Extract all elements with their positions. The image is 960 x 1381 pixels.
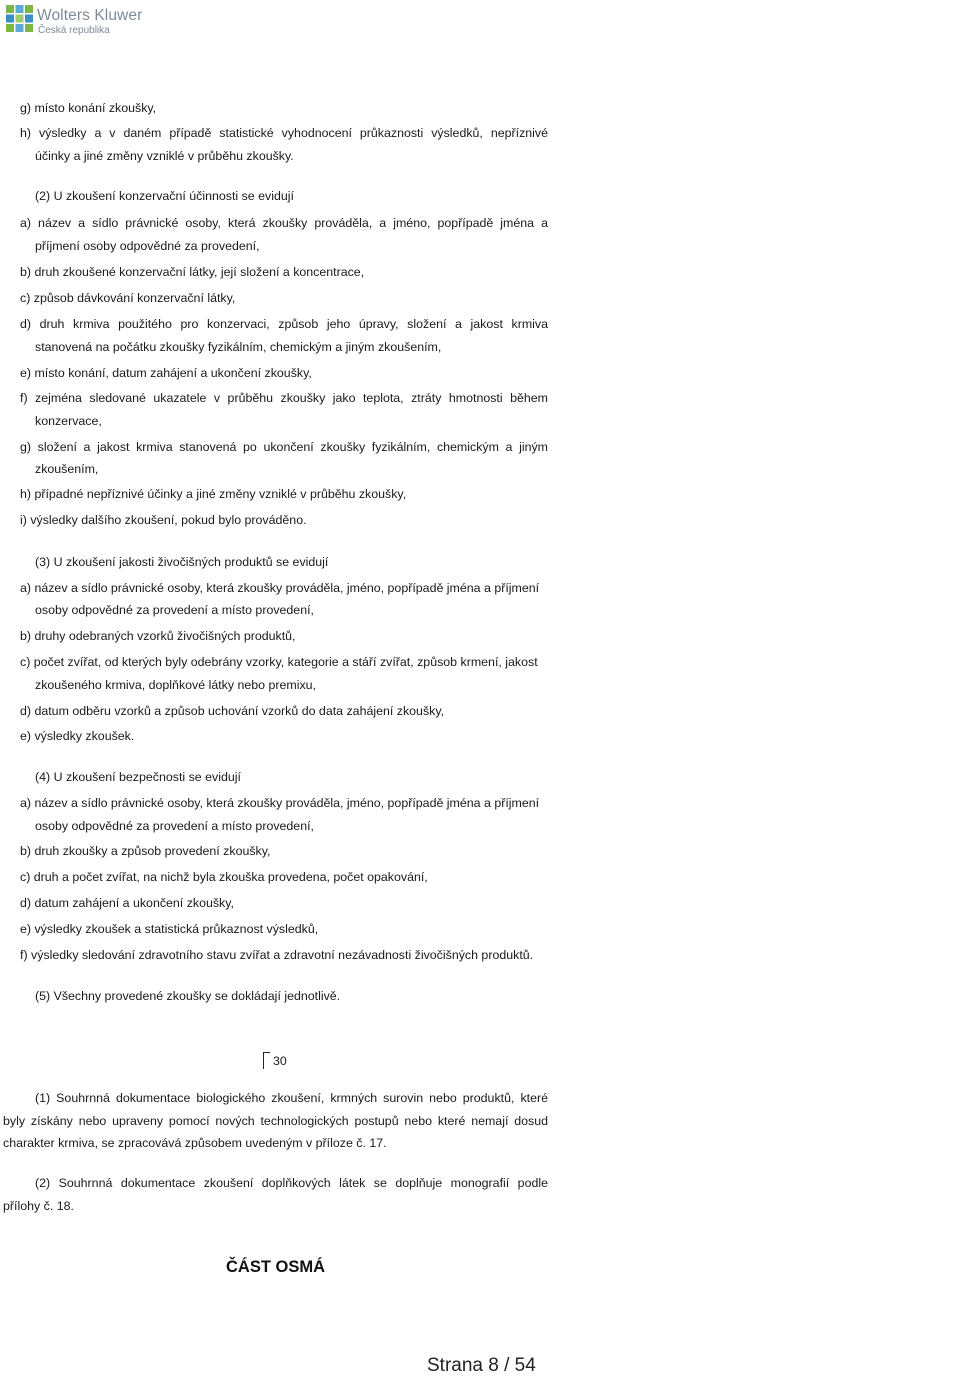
paragraph: konzervace, [35,414,102,428]
paragraph: e) výsledky zkoušek. [20,729,135,743]
paragraph: d) druh krmiva použitého pro konzervaci, způsob jeho úpravy, složení a jakost krmiva [20,317,548,331]
paragraph: (2) Souhrnná dokumentace zkoušení doplňkových látek se doplňuje monografií podle [35,1176,548,1190]
paragraph: e) výsledky zkoušek a statistická průkaznost výsledků, [20,922,319,936]
section-number: 30 [273,1054,287,1068]
section-sign-icon [263,1052,270,1069]
paragraph: g) místo konání zkoušky, [20,101,157,115]
logo-subtitle: Česká republika [38,25,110,36]
paragraph: d) datum zahájení a ukončení zkoušky, [20,896,234,910]
paragraph: osoby odpovědné za provedení a místo provedení, [35,819,314,833]
paragraph: (2) U zkoušení konzervační účinnosti se evidují [35,189,294,203]
paragraph: c) způsob dávkování konzervační látky, [20,291,236,305]
paragraph: zkoušeného krmiva, doplňkové látky nebo premixu, [35,678,317,692]
paragraph: i) výsledky dalšího zkoušení, pokud bylo prováděno. [20,513,307,527]
paragraph: d) datum odběru vzorků a způsob uchování vzorků do data zahájení zkoušky, [20,704,445,718]
paragraph: e) místo konání, datum zahájení a ukončení zkoušky, [20,366,312,380]
logo-name: Wolters Kluwer [37,7,143,24]
paragraph: b) druhy odebraných vzorků živočišných produktů, [20,629,296,643]
paragraph: a) název a sídlo právnické osoby, která zkoušky prováděla, jméno, popřípadě jména a příjmení [20,581,540,595]
paragraph: (1) Souhrnná dokumentace biologického zkoušení, krmných surovin nebo produktů, které [35,1091,548,1105]
paragraph: c) druh a počet zvířat, na nichž byla zkouška provedena, počet opakování, [20,870,428,884]
logo-mark-icon [6,5,33,32]
paragraph: a) název a sídlo právnické osoby, která zkoušky prováděla, jméno, popřípadě jména a příjmení [20,796,540,810]
paragraph: h) případné nepříznivé účinky a jiné změny vzniklé v průběhu zkoušky, [20,487,407,501]
paragraph: zkoušením, [35,462,99,476]
paragraph: příjmení osoby odpovědné za provedení, [35,239,260,253]
paragraph: charakter krmiva, se zpracovává způsobem uvedeným v příloze č. 17. [3,1136,387,1150]
paragraph: c) počet zvířat, od kterých byly odebrány vzorky, kategorie a stáří zvířat, způsob krmení, jakost [20,655,538,669]
paragraph: b) druh zkoušené konzervační látky, její složení a koncentrace, [20,265,365,279]
paragraph: (3) U zkoušení jakosti živočišných produktů se evidují [35,555,329,569]
paragraph: a) název a sídlo právnické osoby, která zkoušky prováděla, a jméno, popřípadě jména a [20,216,548,230]
paragraph: stanovená na počátku zkoušky fyzikálním, chemickým a jiným zkoušením, [35,340,442,354]
paragraph: f) výsledky sledování zdravotního stavu zvířat a zdravotní nezávadnosti živočišných produktů. [20,948,534,962]
paragraph: (5) Všechny provedené zkoušky se dokládají jednotlivě. [35,989,341,1003]
paragraph: g) složení a jakost krmiva stanovená po ukončení zkoušky fyzikálním, chemickým a jiným [20,440,548,454]
paragraph: h) výsledky a v daném případě statistické vyhodnocení průkaznosti výsledků, nepříznivé [20,126,548,140]
part-heading: ČÁST OSMÁ [226,1258,325,1276]
paragraph: (4) U zkoušení bezpečnosti se evidují [35,770,241,784]
paragraph: f) zejména sledované ukazatele v průběhu zkoušky jako teplota, ztráty hmotnosti během [20,391,548,405]
page-number: Strana 8 / 54 [427,1355,536,1376]
paragraph: b) druh zkoušky a způsob provedení zkoušky, [20,844,271,858]
paragraph: účinky a jiné změny vzniklé v průběhu zkoušky. [35,149,294,163]
paragraph: osoby odpovědné za provedení a místo provedení, [35,603,314,617]
paragraph: byly získány nebo upraveny pomocí nových technologických postupů nebo které nemají dosud [3,1114,548,1128]
paragraph: přílohy č. 18. [3,1199,74,1213]
